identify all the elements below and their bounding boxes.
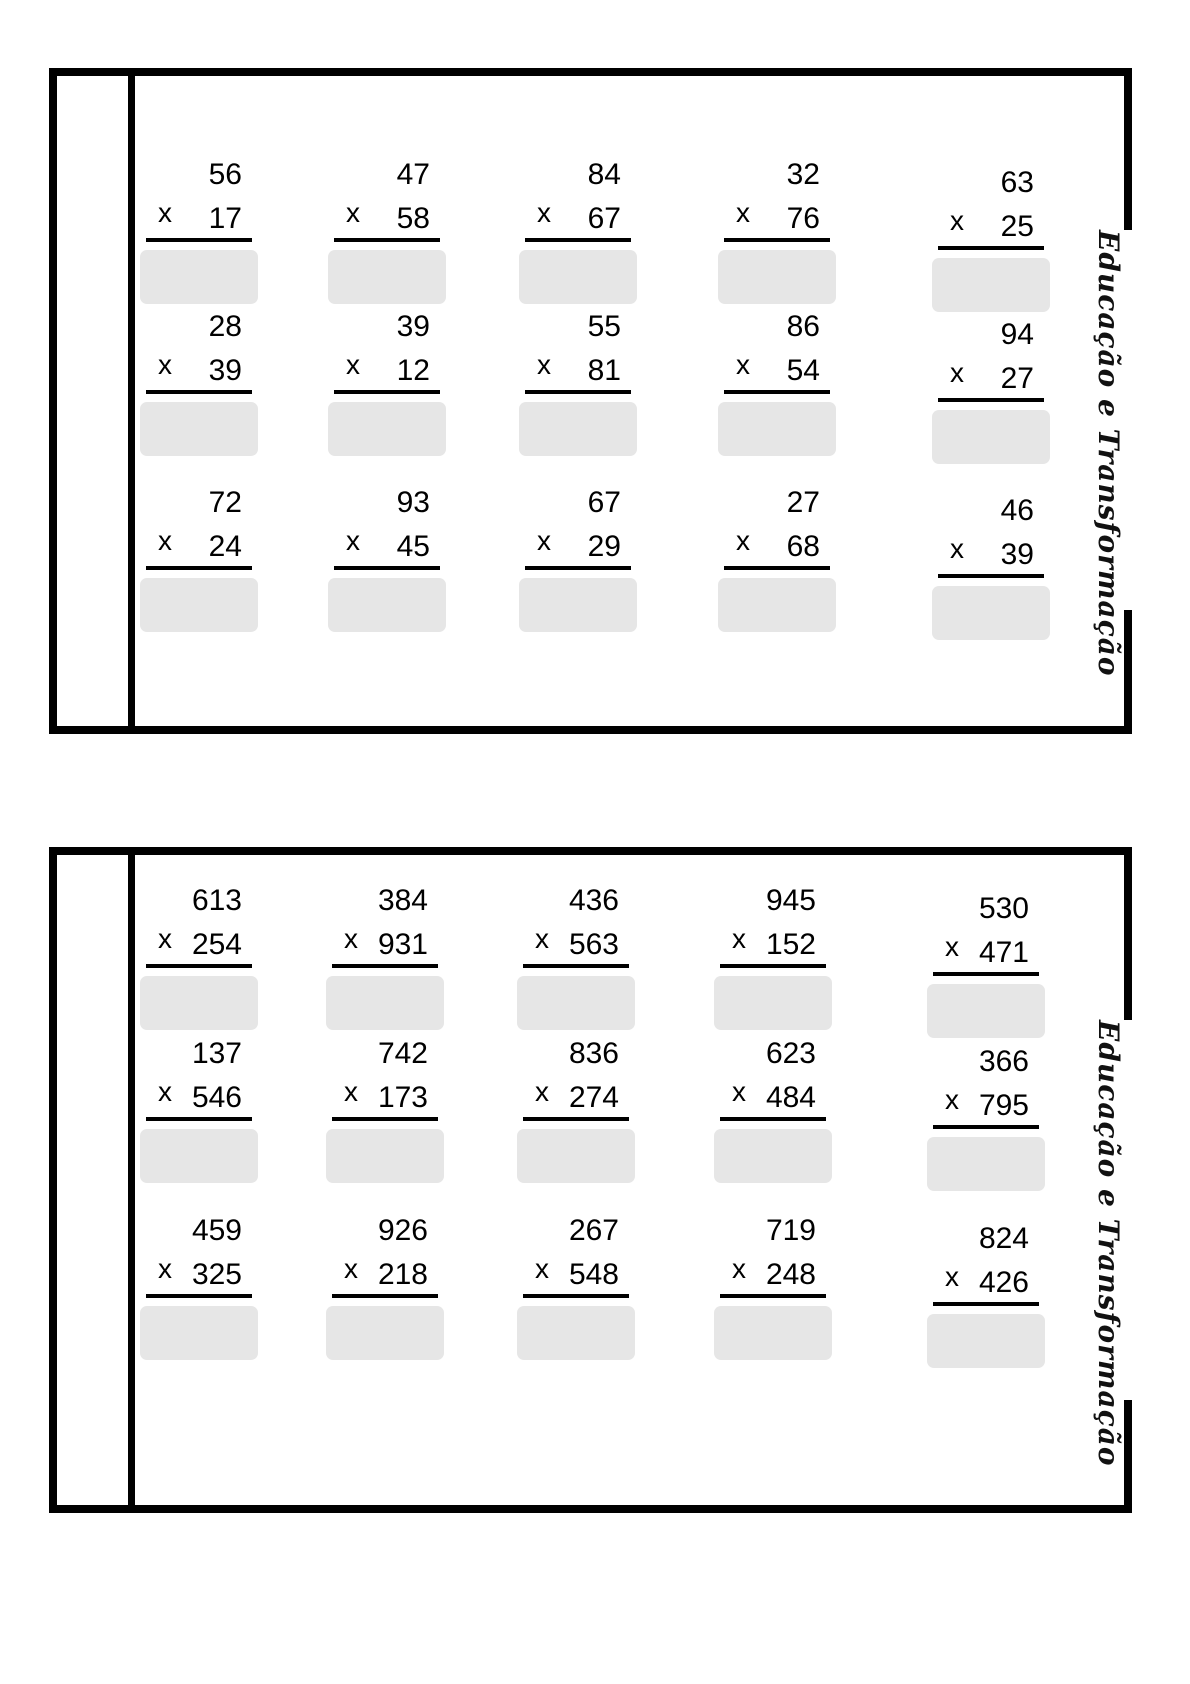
result-line bbox=[933, 972, 1039, 976]
times-sign: x bbox=[346, 525, 360, 556]
multiplicand: 137 bbox=[191, 1037, 242, 1070]
times-sign: x bbox=[535, 923, 549, 954]
result-line bbox=[334, 566, 440, 570]
answer-box[interactable] bbox=[326, 1306, 444, 1360]
times-sign: x bbox=[158, 349, 172, 380]
result-line bbox=[146, 390, 252, 394]
multiplication-problem bbox=[718, 486, 838, 636]
multiplicand: 47 bbox=[396, 158, 430, 191]
multiplier: 39 bbox=[208, 354, 242, 387]
answer-box[interactable] bbox=[718, 402, 836, 456]
answer-box[interactable] bbox=[718, 250, 836, 304]
multiplier: 67 bbox=[587, 202, 621, 235]
multiplicand: 55 bbox=[587, 310, 621, 343]
multiplicand: 384 bbox=[377, 884, 428, 917]
result-line bbox=[720, 964, 826, 968]
result-line bbox=[724, 238, 830, 242]
multiplier: 325 bbox=[191, 1258, 242, 1291]
watermark-text: Educação e Transformação bbox=[1084, 230, 1132, 610]
multiplier: 248 bbox=[765, 1258, 816, 1291]
result-line bbox=[332, 964, 438, 968]
answer-box[interactable] bbox=[718, 578, 836, 632]
multiplicand: 56 bbox=[208, 158, 242, 191]
multiplication-problem bbox=[932, 494, 1052, 644]
multiplication-problem bbox=[517, 1214, 637, 1364]
multiplicand: 67 bbox=[587, 486, 621, 519]
multiplicand: 94 bbox=[1000, 318, 1034, 351]
multiplication-problem bbox=[714, 884, 834, 1034]
result-line bbox=[146, 566, 252, 570]
multiplicand: 72 bbox=[208, 486, 242, 519]
multiplicand: 926 bbox=[377, 1214, 428, 1247]
result-line bbox=[720, 1294, 826, 1298]
answer-box[interactable] bbox=[517, 1306, 635, 1360]
multiplier: 58 bbox=[396, 202, 430, 235]
multiplier: 218 bbox=[377, 1258, 428, 1291]
multiplicand: 63 bbox=[1000, 166, 1034, 199]
answer-box[interactable] bbox=[927, 1137, 1045, 1191]
result-line bbox=[525, 238, 631, 242]
times-sign: x bbox=[535, 1076, 549, 1107]
times-sign: x bbox=[158, 197, 172, 228]
multiplication-problem bbox=[517, 884, 637, 1034]
multiplicand: 459 bbox=[191, 1214, 242, 1247]
multiplicand: 84 bbox=[587, 158, 621, 191]
result-line bbox=[525, 390, 631, 394]
times-sign: x bbox=[732, 923, 746, 954]
answer-box[interactable] bbox=[140, 402, 258, 456]
multiplication-problem bbox=[140, 486, 260, 636]
multiplier: 68 bbox=[786, 530, 820, 563]
multiplication-problem bbox=[519, 486, 639, 636]
multiplier: 27 bbox=[1000, 362, 1034, 395]
answer-box[interactable] bbox=[932, 586, 1050, 640]
times-sign: x bbox=[736, 349, 750, 380]
times-sign: x bbox=[950, 205, 964, 236]
multiplication-problem bbox=[718, 310, 838, 460]
answer-box[interactable] bbox=[932, 410, 1050, 464]
times-sign: x bbox=[535, 1253, 549, 1284]
times-sign: x bbox=[945, 1084, 959, 1115]
result-line bbox=[938, 398, 1044, 402]
multiplication-problem bbox=[519, 310, 639, 460]
multiplier: 39 bbox=[1000, 538, 1034, 571]
multiplication-problem bbox=[328, 158, 448, 308]
answer-box[interactable] bbox=[927, 984, 1045, 1038]
result-line bbox=[146, 1117, 252, 1121]
multiplier: 29 bbox=[587, 530, 621, 563]
multiplicand: 436 bbox=[568, 884, 619, 917]
multiplicand: 32 bbox=[786, 158, 820, 191]
answer-box[interactable] bbox=[326, 1129, 444, 1183]
multiplier: 548 bbox=[568, 1258, 619, 1291]
result-line bbox=[523, 1294, 629, 1298]
answer-box[interactable] bbox=[714, 1129, 832, 1183]
result-line bbox=[523, 964, 629, 968]
multiplication-problem bbox=[328, 486, 448, 636]
result-line bbox=[724, 390, 830, 394]
answer-box[interactable] bbox=[326, 976, 444, 1030]
multiplicand: 27 bbox=[786, 486, 820, 519]
times-sign: x bbox=[537, 349, 551, 380]
multiplier: 931 bbox=[377, 928, 428, 961]
binding-spine bbox=[57, 76, 135, 726]
times-sign: x bbox=[945, 931, 959, 962]
answer-box[interactable] bbox=[517, 1129, 635, 1183]
result-line bbox=[146, 1294, 252, 1298]
multiplication-problem bbox=[927, 892, 1047, 1042]
answer-box[interactable] bbox=[140, 250, 258, 304]
result-line bbox=[332, 1294, 438, 1298]
result-line bbox=[146, 964, 252, 968]
multiplier: 76 bbox=[786, 202, 820, 235]
multiplicand: 86 bbox=[786, 310, 820, 343]
answer-box[interactable] bbox=[328, 402, 446, 456]
watermark-text: Educação e Transformação bbox=[1084, 1020, 1132, 1400]
multiplier: 563 bbox=[568, 928, 619, 961]
times-sign: x bbox=[158, 1076, 172, 1107]
times-sign: x bbox=[344, 1253, 358, 1284]
multiplicand: 39 bbox=[396, 310, 430, 343]
result-line bbox=[938, 574, 1044, 578]
multiplier: 484 bbox=[765, 1081, 816, 1114]
multiplicand: 366 bbox=[978, 1045, 1029, 1078]
multiplication-problem bbox=[519, 158, 639, 308]
result-line bbox=[938, 246, 1044, 250]
result-line bbox=[334, 390, 440, 394]
times-sign: x bbox=[732, 1253, 746, 1284]
times-sign: x bbox=[346, 197, 360, 228]
multiplication-problem bbox=[714, 1037, 834, 1187]
multiplicand: 623 bbox=[765, 1037, 816, 1070]
times-sign: x bbox=[344, 1076, 358, 1107]
times-sign: x bbox=[537, 525, 551, 556]
result-line bbox=[332, 1117, 438, 1121]
multiplier: 24 bbox=[208, 530, 242, 563]
answer-box[interactable] bbox=[927, 1314, 1045, 1368]
multiplication-problem bbox=[927, 1222, 1047, 1372]
multiplicand: 28 bbox=[208, 310, 242, 343]
multiplier: 17 bbox=[208, 202, 242, 235]
multiplication-problem bbox=[714, 1214, 834, 1364]
multiplier: 471 bbox=[978, 936, 1029, 969]
times-sign: x bbox=[950, 533, 964, 564]
answer-box[interactable] bbox=[140, 578, 258, 632]
times-sign: x bbox=[158, 1253, 172, 1284]
times-sign: x bbox=[346, 349, 360, 380]
times-sign: x bbox=[158, 525, 172, 556]
multiplication-problem bbox=[140, 1214, 260, 1364]
multiplicand: 945 bbox=[765, 884, 816, 917]
result-line bbox=[334, 238, 440, 242]
multiplication-problem bbox=[517, 1037, 637, 1187]
answer-box[interactable] bbox=[932, 258, 1050, 312]
multiplicand: 719 bbox=[765, 1214, 816, 1247]
multiplier: 12 bbox=[396, 354, 430, 387]
multiplicand: 613 bbox=[191, 884, 242, 917]
answer-box[interactable] bbox=[140, 1129, 258, 1183]
answer-box[interactable] bbox=[519, 250, 637, 304]
times-sign: x bbox=[537, 197, 551, 228]
binding-spine bbox=[57, 855, 135, 1505]
result-line bbox=[933, 1125, 1039, 1129]
answer-box[interactable] bbox=[517, 976, 635, 1030]
multiplication-problem bbox=[718, 158, 838, 308]
times-sign: x bbox=[158, 923, 172, 954]
result-line bbox=[146, 238, 252, 242]
multiplicand: 530 bbox=[978, 892, 1029, 925]
answer-box[interactable] bbox=[519, 402, 637, 456]
multiplicand: 267 bbox=[568, 1214, 619, 1247]
multiplier: 45 bbox=[396, 530, 430, 563]
multiplication-problem bbox=[140, 1037, 260, 1187]
times-sign: x bbox=[732, 1076, 746, 1107]
times-sign: x bbox=[736, 525, 750, 556]
multiplier: 25 bbox=[1000, 210, 1034, 243]
answer-box[interactable] bbox=[519, 578, 637, 632]
multiplier: 254 bbox=[191, 928, 242, 961]
answer-box[interactable] bbox=[714, 976, 832, 1030]
answer-box[interactable] bbox=[328, 250, 446, 304]
times-sign: x bbox=[736, 197, 750, 228]
multiplicand: 93 bbox=[396, 486, 430, 519]
multiplicand: 742 bbox=[377, 1037, 428, 1070]
times-sign: x bbox=[945, 1261, 959, 1292]
times-sign: x bbox=[344, 923, 358, 954]
multiplicand: 46 bbox=[1000, 494, 1034, 527]
result-line bbox=[525, 566, 631, 570]
multiplicand: 824 bbox=[978, 1222, 1029, 1255]
multiplication-problem bbox=[140, 884, 260, 1034]
multiplier: 152 bbox=[765, 928, 816, 961]
answer-box[interactable] bbox=[714, 1306, 832, 1360]
answer-box[interactable] bbox=[140, 976, 258, 1030]
multiplication-problem bbox=[932, 318, 1052, 468]
multiplication-problem bbox=[326, 884, 446, 1034]
multiplication-problem bbox=[328, 310, 448, 460]
multiplication-problem bbox=[140, 310, 260, 460]
result-line bbox=[720, 1117, 826, 1121]
result-line bbox=[933, 1302, 1039, 1306]
times-sign: x bbox=[950, 357, 964, 388]
answer-box[interactable] bbox=[328, 578, 446, 632]
multiplier: 426 bbox=[978, 1266, 1029, 1299]
multiplier: 546 bbox=[191, 1081, 242, 1114]
multiplication-problem bbox=[326, 1214, 446, 1364]
multiplier: 54 bbox=[786, 354, 820, 387]
multiplier: 795 bbox=[978, 1089, 1029, 1122]
multiplier: 173 bbox=[377, 1081, 428, 1114]
result-line bbox=[523, 1117, 629, 1121]
multiplication-problem bbox=[927, 1045, 1047, 1195]
multiplication-problem bbox=[140, 158, 260, 308]
multiplication-problem bbox=[932, 166, 1052, 316]
answer-box[interactable] bbox=[140, 1306, 258, 1360]
multiplier: 81 bbox=[587, 354, 621, 387]
multiplicand: 836 bbox=[568, 1037, 619, 1070]
result-line bbox=[724, 566, 830, 570]
multiplier: 274 bbox=[568, 1081, 619, 1114]
multiplication-problem bbox=[326, 1037, 446, 1187]
